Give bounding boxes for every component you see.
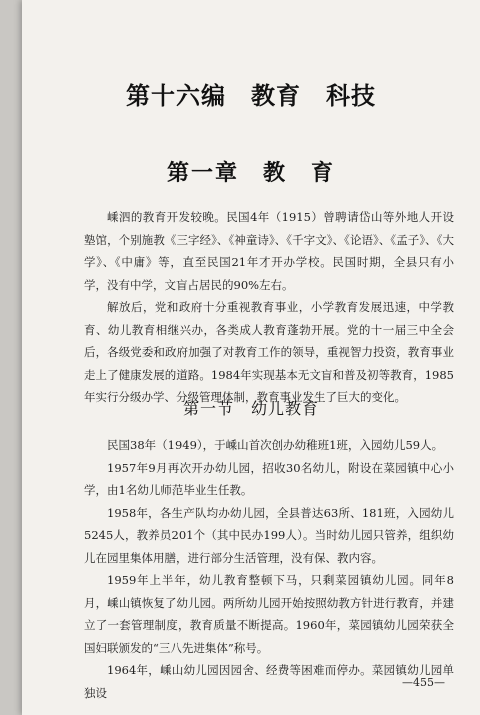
paragraph: 1964年，嵊山幼儿园因园舍、经费等困难而停办。菜园镇幼儿园单独设: [84, 663, 454, 700]
paragraph: 1958年，各生产队均办幼儿园，全县普达63所、181班，入园幼儿5245人，教养员201个（其中民办199人）。当时幼儿园只管养，组织幼儿在园里集体用膳，进行部分生活管理，没有保、教内容。: [84, 505, 454, 565]
paragraph: 1959年上半年，幼儿教育整顿下马，只剩菜园镇幼儿园。同年8月，嵊山镇恢复了幼儿园。两所幼儿园开始按照幼教方针进行教育，并建立了一套管理制度，教育质量不断提高。1960年，菜园镇幼儿园荣获全国妇联颁发的“三八先进集体”称号。: [84, 573, 454, 655]
part-title: 第十六编 教育 科技: [126, 81, 376, 110]
paragraph: 解放后，党和政府十分重视教育事业，小学教育发展迅速，中学教育、幼儿教育相继兴办，各类成人教育蓬勃开展。党的十一届三中全会后，各级党委和政府加强了对教育工作的领导，重视智力投资，教育事业走上了健康发展的道路。1984年实现基本无文盲和普及初等教育，1985年实行分级办学、分级管理体制，教育事业发生了巨大的变化。: [84, 300, 454, 404]
book-page: [22, 0, 480, 715]
chapter-title: 第一章 教 育: [166, 160, 335, 186]
page-number: —455—: [402, 676, 445, 689]
paragraph: 嵊泗的教育开发较晚。民国4年（1915）曾聘请岱山等外地人开设塾馆，个别施教《三字经》、《神童诗》、《千字文》、《论语》、《孟子》、《大学》、《中庸》等，直至民国21年才开办学校。民国时期，全县只有小学，没有中学，文盲占居民的90%左右。: [84, 210, 454, 292]
paragraph: 1957年9月再次开办幼儿园，招收30名幼儿，附设在菜园镇中心小学，由1名幼儿师范毕业生任教。: [84, 460, 454, 497]
section-body: [84, 434, 454, 704]
paragraph: 民国38年（1949），于嵊山首次创办幼稚班1班，入园幼儿59人。: [107, 438, 444, 452]
chapter-intro: [84, 206, 454, 409]
section-title: 第一节 幼儿教育: [182, 399, 319, 418]
